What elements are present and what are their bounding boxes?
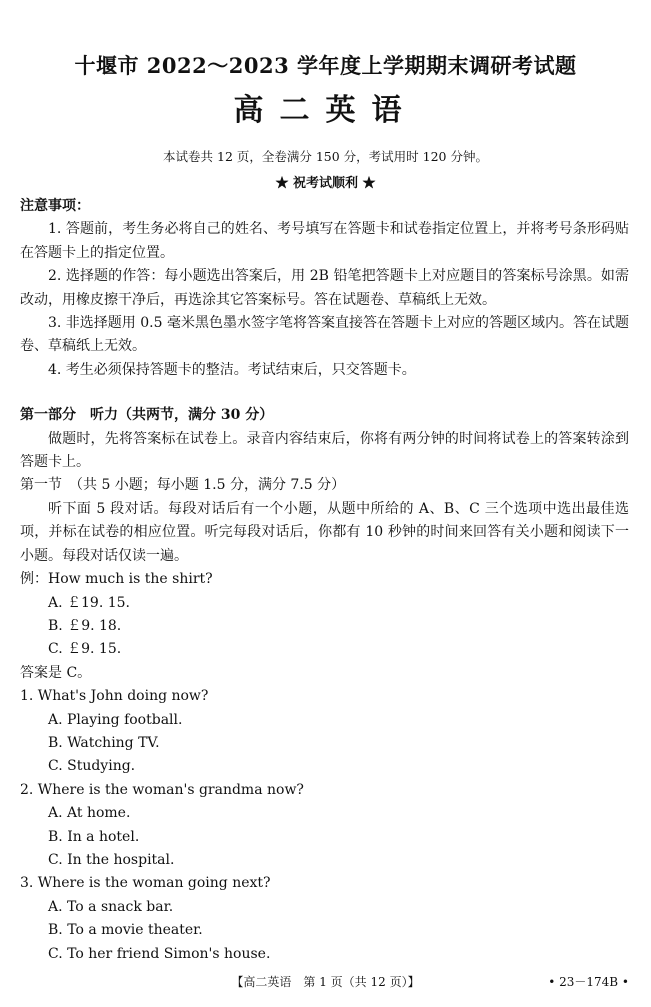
question-2: 2. Where is the woman's grandma now? [20,781,304,798]
question-2-option-a: A. At home. [48,805,131,822]
question-1-option-a: A. Playing football. [48,711,183,728]
note-item: 1. 答题前，考生务必将自己的姓名、考号填写在答题卡和试卷指定位置上，并将考号条形码贴在答题卡上的指定位置。 [20,221,629,261]
part1-heading: 第一部分 听力（共两节，满分 30 分） [20,407,274,424]
question-1: 1. What's John doing now? [20,688,209,705]
example-option-a: A. ￡19. 15. [48,594,130,611]
exam-meta: 本试卷共 12 页，全卷满分 150 分，考试用时 120 分钟。 [163,149,488,164]
page-number: 【高二英语 第 1 页（共 12 页）】 [231,975,420,989]
question-1-option-c: C. Studying. [48,758,136,775]
notes-heading: 注意事项： [20,198,90,214]
question-3-option-a: A. To a snack bar. [48,898,174,915]
question-1-option-b: B. Watching TV. [48,734,160,751]
example-question: 例：How much is the shirt? [20,571,213,588]
example-option-b: B. ￡9. 18. [48,617,122,634]
exam-title: 十堰市 2022～2023 学年度上学期期末调研考试题 [74,53,577,78]
subject-title: 高二英语 [233,93,418,128]
part1-intro: 做题时，先将答案标在试卷上。录音内容结束后，你将有两分钟的时间将试卷上的答案转涂到答题卡上。 [20,430,629,471]
section1-intro: 听下面 5 段对话。每段对话后有一个小题，从题中所给的 A、B、C 三个选项中选出最佳选项，并标在试卷的相应位置。听完每段对话后，你都有 10 秒钟的时间来回答有关小题和阅读下一小题。每段对话仅读一遍。 [20,500,629,564]
question-3-option-c: C. To her friend Simon's house. [48,945,271,962]
question-2-option-c: C. In the hospital. [48,851,175,868]
exam-body [20,195,629,966]
note-item: 2. 选择题的作答：每小题选出答案后，用 2B 铅笔把答题卡上对应题目的答案标号涂黑。如需改动，用橡皮擦干净后，再选涂其它答案标号。答在试题卷、草稿纸上无效。 [20,268,629,308]
example-option-c: C. ￡9. 15. [48,641,122,658]
question-3: 3. Where is the woman going next? [20,875,271,892]
example-answer: 答案是 C。 [20,664,92,681]
question-3-option-b: B. To a movie theater. [48,922,203,939]
note-item: 3. 非选择题用 0.5 毫米黑色墨水签字笔将答案直接答在答题卡上对应的答题区域内。答在试题卷、草稿纸上无效。 [20,315,629,355]
question-2-option-b: B. In a hotel. [48,828,140,845]
good-luck-banner: ★ 祝考试顺利 ★ [275,176,376,191]
note-item: 4. 考生必须保持答题卡的整洁。考试结束后，只交答题卡。 [48,361,416,378]
section1-heading: 第一节 （共 5 小题；每小题 1.5 分，满分 7.5 分） [20,477,346,494]
paper-code: • 23－174B • [548,975,629,989]
